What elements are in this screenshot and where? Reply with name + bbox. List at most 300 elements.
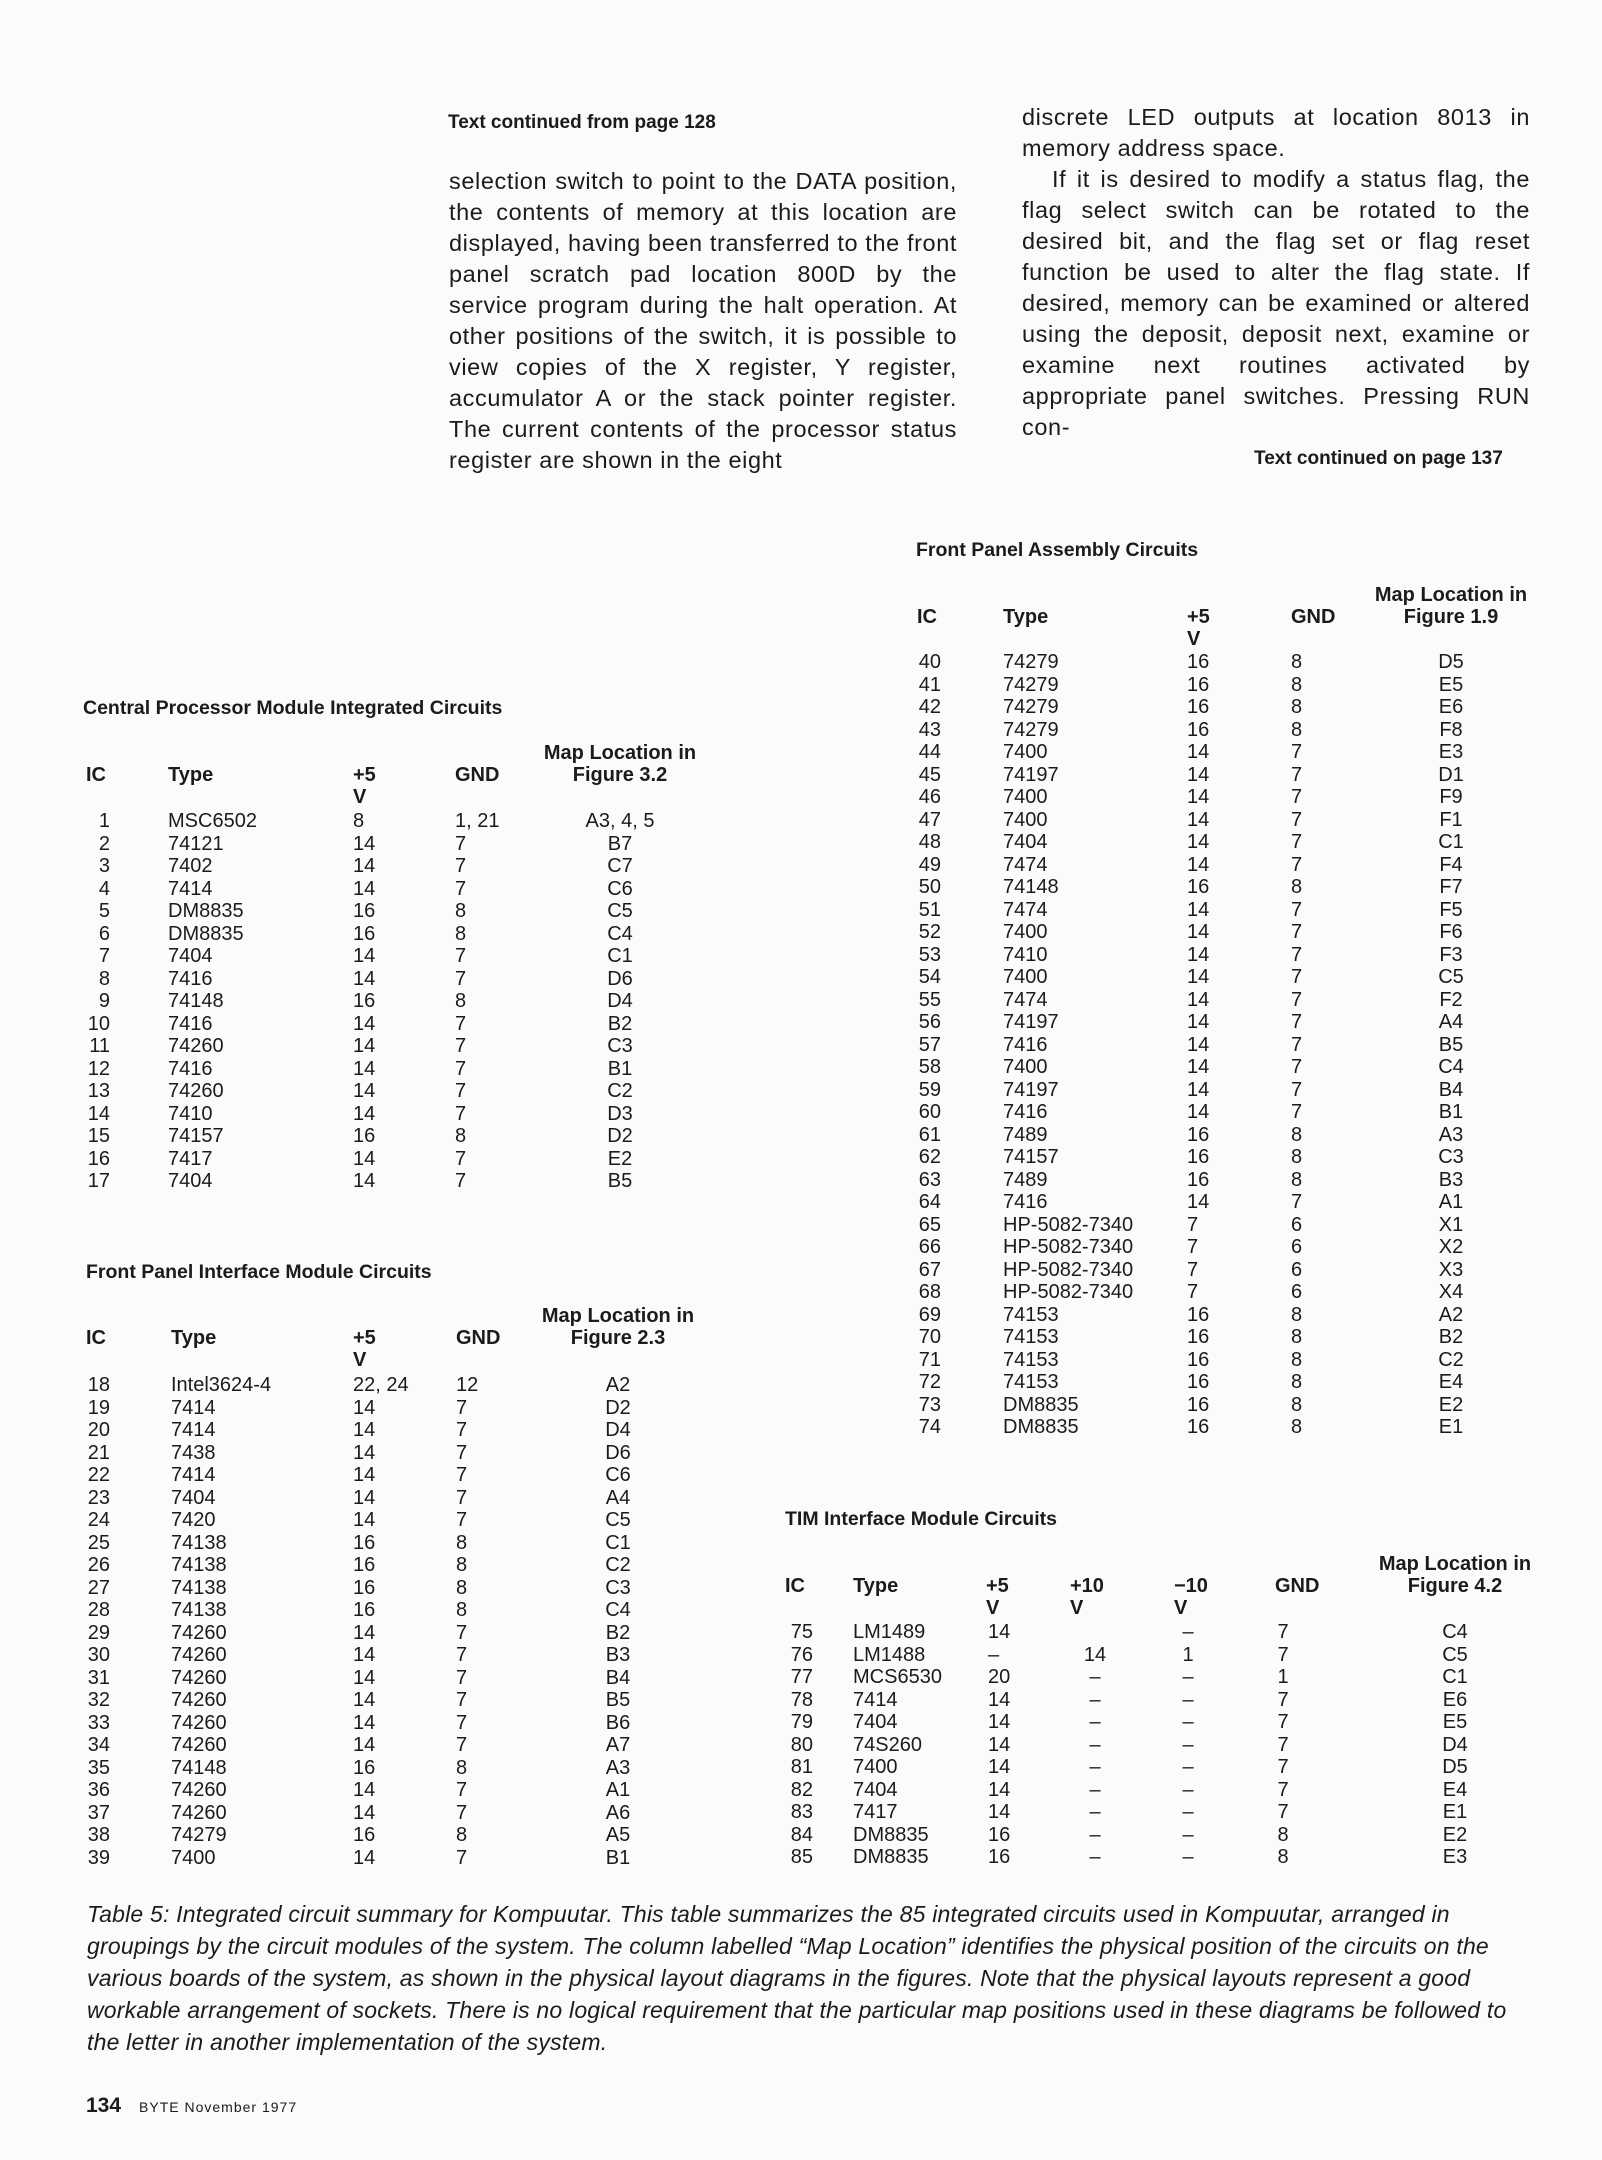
cell-gnd: 8 xyxy=(456,1824,468,1846)
cell-v5: 14 xyxy=(353,1486,376,1509)
cell-gnd: 8 xyxy=(1291,1168,1303,1191)
cell-type: 74279 xyxy=(1003,651,1059,673)
cell-type: MCS6530 xyxy=(853,1666,942,1688)
cell-v5: 14 xyxy=(353,1621,376,1644)
cell-ic: 53 xyxy=(918,943,941,966)
cell-v5: 14 xyxy=(1187,1033,1210,1056)
cell-gnd: 7 xyxy=(1291,966,1303,988)
cell-type: 7400 xyxy=(1003,1056,1048,1078)
col-header-gnd: GND xyxy=(455,764,500,786)
cell-ic: 41 xyxy=(918,673,941,696)
continued-from-note: Text continued from page 128 xyxy=(448,112,716,133)
col-header-map-line2: Figure 3.2 xyxy=(572,764,668,786)
cell-ic: 16 xyxy=(87,1147,110,1170)
cell-map: B4 xyxy=(1438,1078,1464,1101)
cell-map: C5 xyxy=(605,1509,631,1531)
cell-gnd: 8 xyxy=(456,1576,468,1599)
cell-ic: 64 xyxy=(918,1191,941,1213)
magazine-issue: BYTE November 1977 xyxy=(139,2099,298,2115)
cell-map: B2 xyxy=(1438,1326,1464,1348)
cell-ic: 70 xyxy=(918,1326,941,1348)
cell-v5: 14 xyxy=(1187,808,1210,831)
col-header-map-line1: Map Location in xyxy=(1378,1553,1532,1575)
cell-ic: 58 xyxy=(918,1056,941,1078)
cell-v5: 14 xyxy=(1187,786,1210,808)
cell-v5: 14 xyxy=(1187,1191,1210,1213)
cell-v5: 14 xyxy=(353,1801,376,1824)
cell-gnd: 7 xyxy=(456,1464,468,1486)
cell-gnd: 7 xyxy=(455,1080,467,1102)
cell-v5: 16 xyxy=(988,1846,1011,1868)
cell-v5: 14 xyxy=(988,1801,1011,1823)
cell-gnd: 7 xyxy=(455,877,467,900)
cell-type: 7404 xyxy=(1003,831,1048,853)
cell-map: F8 xyxy=(1439,718,1463,741)
cell-ic: 42 xyxy=(918,696,941,718)
cell-gnd: 7 xyxy=(1291,988,1303,1011)
cell-ic: 48 xyxy=(918,831,941,853)
cell-ic: 12 xyxy=(87,1057,110,1080)
cell-map: C1 xyxy=(607,945,633,967)
cell-map: A3 xyxy=(1438,1123,1464,1146)
cell-map: E2 xyxy=(1438,1393,1464,1416)
cell-map: D4 xyxy=(1442,1733,1468,1756)
cell-v5: 14 xyxy=(1187,966,1210,988)
cell-v5: 14 xyxy=(988,1778,1011,1801)
cell-map: C6 xyxy=(607,877,633,900)
cell-type: 7404 xyxy=(168,945,213,967)
cell-ic: 43 xyxy=(918,718,941,741)
cell-ic: 21 xyxy=(87,1441,110,1464)
cell-type: 7404 xyxy=(853,1778,898,1801)
cell-type: Intel3624-4 xyxy=(171,1374,272,1396)
left-paragraph: selection switch to point to the DATA position, the contents of memory at this location are displayed, having been transferred to the front panel scratch pad location 800D by the service program during the halt operation. At other positions of the switch, it is possible to view copies of the X register, Y register, accumulator A or the stack pointer register. The current contents of the processor status register are shown in the eight xyxy=(449,168,957,473)
cell-type: 74260 xyxy=(171,1734,227,1756)
cell-v5: 20 xyxy=(988,1666,1011,1688)
cell-gnd: 6 xyxy=(1291,1213,1303,1236)
cell-ic: 60 xyxy=(918,1101,941,1123)
cell-gnd: 8 xyxy=(456,1554,468,1576)
cell-gnd: 7 xyxy=(1291,943,1303,966)
cell-map: D1 xyxy=(1438,763,1464,786)
cell-gnd: 7 xyxy=(1277,1621,1289,1643)
cell-ic: 22 xyxy=(87,1464,110,1486)
cell-v5: 16 xyxy=(1187,876,1210,898)
cell-map: E2 xyxy=(1442,1823,1468,1846)
cell-type: 7400 xyxy=(1003,786,1048,808)
cell-v5: 14 xyxy=(1187,853,1210,876)
cell-ic: 59 xyxy=(918,1078,941,1101)
cell-ic: 5 xyxy=(98,900,110,922)
cell-v5: 16 xyxy=(1187,1168,1210,1191)
cell-vm10: – xyxy=(1182,1711,1194,1733)
cell-type: 7400 xyxy=(1003,921,1048,943)
cell-map: F5 xyxy=(1439,898,1463,921)
cell-v5: 14 xyxy=(1187,741,1210,763)
cell-gnd: 7 xyxy=(455,1035,467,1057)
cell-gnd: 8 xyxy=(456,1756,468,1779)
col-header-v10: +10 V xyxy=(1070,1575,1104,1619)
cell-ic: 81 xyxy=(790,1756,813,1778)
cell-type: MSC6502 xyxy=(168,810,257,832)
cell-map: D3 xyxy=(607,1102,633,1125)
cell-map: D5 xyxy=(1442,1756,1468,1778)
cell-vm10: – xyxy=(1182,1801,1194,1823)
cell-gnd: 7 xyxy=(455,1147,467,1170)
cell-v5: 16 xyxy=(353,1576,376,1599)
cell-type: 7474 xyxy=(1003,853,1048,876)
cell-ic: 68 xyxy=(918,1281,941,1303)
cell-type: 7414 xyxy=(168,877,213,900)
cell-map: D6 xyxy=(605,1441,631,1464)
cell-v10: – xyxy=(1089,1846,1101,1868)
cell-gnd: 8 xyxy=(1291,1371,1303,1393)
cell-ic: 79 xyxy=(790,1711,813,1733)
cell-ic: 62 xyxy=(918,1146,941,1168)
cell-gnd: 6 xyxy=(1291,1236,1303,1258)
cell-ic: 52 xyxy=(918,921,941,943)
cell-v5: 14 xyxy=(353,967,376,990)
cell-ic: 82 xyxy=(790,1778,813,1801)
cell-type: 7400 xyxy=(853,1756,898,1778)
cell-type: LM1488 xyxy=(853,1643,926,1666)
cell-type: 7489 xyxy=(1003,1123,1048,1146)
cell-map: C4 xyxy=(1438,1056,1464,1078)
cell-v5: 14 xyxy=(353,1644,376,1666)
cell-v5: – xyxy=(988,1643,1000,1666)
cell-ic: 45 xyxy=(918,763,941,786)
cell-ic: 50 xyxy=(918,876,941,898)
cell-gnd: 7 xyxy=(1291,853,1303,876)
cell-gnd: 7 xyxy=(1277,1688,1289,1711)
cell-map: A4 xyxy=(1438,1011,1464,1033)
cell-map: E3 xyxy=(1438,741,1464,763)
col-header-type: Type xyxy=(168,764,214,786)
cell-v5: 14 xyxy=(353,1509,376,1531)
cell-ic: 61 xyxy=(918,1123,941,1146)
cell-gnd: 8 xyxy=(1291,876,1303,898)
cell-gnd: 7 xyxy=(456,1689,468,1711)
cell-type: 74157 xyxy=(168,1125,224,1147)
cell-v5: 16 xyxy=(1187,1371,1210,1393)
cell-type: 74260 xyxy=(171,1644,227,1666)
cell-type: 74197 xyxy=(1003,1011,1059,1033)
cell-type: 7400 xyxy=(1003,808,1048,831)
cell-gnd: 7 xyxy=(1291,1078,1303,1101)
cell-v10: – xyxy=(1089,1756,1101,1778)
cell-type: 7416 xyxy=(1003,1101,1048,1123)
cell-map: X1 xyxy=(1438,1213,1464,1236)
cell-type: 7414 xyxy=(171,1464,216,1486)
cell-map: X2 xyxy=(1438,1236,1464,1258)
cell-map: B2 xyxy=(605,1621,631,1644)
cell-type: 7400 xyxy=(1003,966,1048,988)
col-header-ic: IC xyxy=(86,1327,106,1349)
cell-map: B7 xyxy=(607,832,633,855)
cell-gnd: 7 xyxy=(456,1396,468,1419)
cell-vm10: – xyxy=(1182,1621,1194,1643)
cell-ic: 35 xyxy=(87,1756,110,1779)
cell-gnd: 7 xyxy=(455,1012,467,1035)
cell-gnd: 8 xyxy=(1291,1393,1303,1416)
cell-ic: 36 xyxy=(87,1779,110,1801)
cell-gnd: 8 xyxy=(1291,651,1303,673)
cell-v5: 14 xyxy=(353,855,376,877)
cell-gnd: 7 xyxy=(1277,1733,1289,1756)
cell-gnd: 8 xyxy=(1291,718,1303,741)
cell-ic: 56 xyxy=(918,1011,941,1033)
cell-vm10: – xyxy=(1182,1778,1194,1801)
cell-ic: 32 xyxy=(87,1689,110,1711)
cell-map: C2 xyxy=(607,1080,633,1102)
cell-type: 74279 xyxy=(171,1824,227,1846)
cell-v5: 14 xyxy=(1187,898,1210,921)
cell-map: C1 xyxy=(605,1531,631,1554)
cell-map: C5 xyxy=(607,900,633,922)
cell-ic: 13 xyxy=(87,1080,110,1102)
cell-ic: 66 xyxy=(918,1236,941,1258)
cell-map: E5 xyxy=(1438,673,1464,696)
cell-v5: 14 xyxy=(353,1779,376,1801)
cell-map: C6 xyxy=(605,1464,631,1486)
cell-type: HP-5082-7340 xyxy=(1003,1213,1134,1236)
col-header-map-line1: Map Location in xyxy=(541,1305,695,1327)
cell-gnd: 8 xyxy=(455,900,467,922)
cell-ic: 10 xyxy=(87,1012,110,1035)
cell-gnd: 12 xyxy=(456,1374,479,1396)
cell-map: F7 xyxy=(1439,876,1463,898)
cell-map: C1 xyxy=(1442,1666,1468,1688)
cell-vm10: – xyxy=(1182,1733,1194,1756)
cell-ic: 51 xyxy=(918,898,941,921)
cell-ic: 1 xyxy=(98,810,110,832)
cell-vm10: – xyxy=(1182,1756,1194,1778)
cell-type: DM8835 xyxy=(1003,1416,1079,1438)
cell-ic: 49 xyxy=(918,853,941,876)
cell-ic: 72 xyxy=(918,1371,941,1393)
cell-v5: 14 xyxy=(353,1170,376,1192)
cell-gnd: 7 xyxy=(1291,921,1303,943)
cell-v5: 14 xyxy=(988,1621,1011,1643)
col-header-type: Type xyxy=(1003,606,1049,628)
cell-type: HP-5082-7340 xyxy=(1003,1258,1134,1281)
cell-type: 74260 xyxy=(171,1779,227,1801)
cell-map: E1 xyxy=(1442,1801,1468,1823)
cell-map: B2 xyxy=(607,1012,633,1035)
cell-ic: 8 xyxy=(98,967,110,990)
cell-gnd: 7 xyxy=(456,1644,468,1666)
cell-map: A2 xyxy=(1438,1303,1464,1326)
cell-v5: 7 xyxy=(1187,1281,1199,1303)
cell-map: D5 xyxy=(1438,651,1464,673)
cell-type: 7416 xyxy=(1003,1191,1048,1213)
table-caption: Table 5: Integrated circuit summary for Kompuutar. This table summarizes the 85 integrated circuits used in Kompuutar, arranged in groupings by the circuit modules of the system. The column labelled “Map Location” identifies the physical position of the circuits on the various boards of the system, as shown in the physical layout diagrams in the figures. Note that the physical layouts represent a good workable arrangement of sockets. There is no logical requirement that the particular map positions used in these diagrams be followed to the letter in another implementation of the system. xyxy=(87,1901,1507,2055)
cell-map: X3 xyxy=(1438,1258,1464,1281)
cell-v5: 16 xyxy=(353,1531,376,1554)
cell-gnd: 6 xyxy=(1291,1281,1303,1303)
cell-ic: 47 xyxy=(918,808,941,831)
cell-v5: 14 xyxy=(353,1396,376,1419)
cell-v5: 16 xyxy=(353,1554,376,1576)
cell-ic: 75 xyxy=(790,1621,813,1643)
cell-type: 74260 xyxy=(171,1689,227,1711)
cell-v5: 14 xyxy=(1187,988,1210,1011)
cell-map: A1 xyxy=(1438,1191,1464,1213)
cell-v5: 16 xyxy=(988,1823,1011,1846)
cell-gnd: 7 xyxy=(1291,1191,1303,1213)
cell-gnd: 7 xyxy=(1291,808,1303,831)
cell-ic: 19 xyxy=(87,1396,110,1419)
cell-map: C5 xyxy=(1442,1643,1468,1666)
cell-v5: 16 xyxy=(1187,1146,1210,1168)
cell-map: B1 xyxy=(605,1846,631,1869)
cell-ic: 34 xyxy=(87,1734,110,1756)
cell-type: DM8835 xyxy=(853,1823,929,1846)
cell-ic: 6 xyxy=(98,922,110,945)
cell-type: 74260 xyxy=(171,1621,227,1644)
cell-gnd: 7 xyxy=(455,1057,467,1080)
cell-v5: 16 xyxy=(353,1756,376,1779)
cell-v5: 14 xyxy=(353,1080,376,1102)
cell-gnd: 8 xyxy=(1291,1348,1303,1371)
cell-vm10: – xyxy=(1182,1823,1194,1846)
cell-v5: 22, 24 xyxy=(353,1374,409,1396)
cell-map: X4 xyxy=(1438,1281,1464,1303)
cell-map: E1 xyxy=(1438,1416,1464,1438)
cell-gnd: 8 xyxy=(1291,1326,1303,1348)
right-paragraph-2: If it is desired to modify a status flag, the flag select switch can be rotated to the desired bit, and the flag set or flag reset function be used to alter the flag state. If desired, memory can be examined or altered using the deposit, deposit next, examine or examine next routines activated by appropriate panel switches. Pressing RUN con- xyxy=(1022,166,1530,440)
cell-v5: 14 xyxy=(988,1711,1011,1733)
cell-map: B1 xyxy=(1438,1101,1464,1123)
cell-gnd: 7 xyxy=(456,1779,468,1801)
cell-ic: 77 xyxy=(790,1666,813,1688)
cell-map: D2 xyxy=(607,1125,633,1147)
cell-gnd: 7 xyxy=(456,1846,468,1869)
cpu-table-title: Central Processor Module Integrated Circuits xyxy=(83,697,503,719)
cell-map: E4 xyxy=(1442,1778,1468,1801)
cell-ic: 74 xyxy=(918,1416,941,1438)
cell-map: C4 xyxy=(605,1599,631,1621)
cell-gnd: 8 xyxy=(455,1125,467,1147)
col-header-ic: IC xyxy=(917,606,937,628)
cell-type: 7404 xyxy=(171,1486,216,1509)
cell-map: C2 xyxy=(605,1554,631,1576)
cell-v5: 14 xyxy=(1187,1101,1210,1123)
cell-v5: 14 xyxy=(1187,1011,1210,1033)
cell-type: 7402 xyxy=(168,855,213,877)
cell-vm10: – xyxy=(1182,1846,1194,1868)
cell-v10: – xyxy=(1089,1733,1101,1756)
cell-map: D4 xyxy=(607,990,633,1012)
cell-map: E6 xyxy=(1442,1688,1468,1711)
cell-map: D2 xyxy=(605,1396,631,1419)
cell-type: 7416 xyxy=(168,1012,213,1035)
cell-gnd: 7 xyxy=(1277,1778,1289,1801)
cell-gnd: 7 xyxy=(1291,786,1303,808)
cell-type: 74279 xyxy=(1003,673,1059,696)
cell-map: B1 xyxy=(607,1057,633,1080)
cell-gnd: 7 xyxy=(456,1419,468,1441)
cell-v5: 14 xyxy=(353,1102,376,1125)
cell-type: 7414 xyxy=(171,1419,216,1441)
cell-ic: 63 xyxy=(918,1168,941,1191)
cell-type: 7416 xyxy=(168,1057,213,1080)
cell-v5: 14 xyxy=(353,1012,376,1035)
cell-ic: 28 xyxy=(87,1599,110,1621)
cell-gnd: 7 xyxy=(456,1666,468,1689)
page-number: 134 xyxy=(86,2094,122,2117)
cell-ic: 15 xyxy=(87,1125,110,1147)
cell-map: B5 xyxy=(607,1170,633,1192)
cell-ic: 44 xyxy=(918,741,941,763)
cell-v5: 16 xyxy=(1187,1303,1210,1326)
cell-gnd: 8 xyxy=(1291,673,1303,696)
cell-type: 7416 xyxy=(1003,1033,1048,1056)
cell-type: 74148 xyxy=(1003,876,1059,898)
col-header-map-line2: Figure 4.2 xyxy=(1407,1575,1503,1597)
continued-on-note: Text continued on page 137 xyxy=(1254,448,1503,469)
cell-map: F1 xyxy=(1439,808,1463,831)
cell-gnd: 8 xyxy=(456,1599,468,1621)
cell-ic: 57 xyxy=(918,1033,941,1056)
cell-type: 74153 xyxy=(1003,1348,1059,1371)
cell-v5: 14 xyxy=(353,1666,376,1689)
cell-gnd: 8 xyxy=(1291,1303,1303,1326)
cell-ic: 33 xyxy=(87,1711,110,1734)
cell-type: 7417 xyxy=(853,1801,898,1823)
cell-type: 74138 xyxy=(171,1599,227,1621)
fpa-table-title: Front Panel Assembly Circuits xyxy=(916,539,1199,561)
cell-gnd: 7 xyxy=(456,1734,468,1756)
cell-map: B5 xyxy=(605,1689,631,1711)
cell-gnd: 7 xyxy=(456,1441,468,1464)
cell-ic: 29 xyxy=(87,1621,110,1644)
cell-map: A5 xyxy=(605,1824,631,1846)
cell-map: B4 xyxy=(605,1666,631,1689)
tim-table-title: TIM Interface Module Circuits xyxy=(785,1508,1057,1530)
cell-ic: 83 xyxy=(790,1801,813,1823)
cell-map: E4 xyxy=(1438,1371,1464,1393)
cell-v5: 16 xyxy=(1187,718,1210,741)
cell-v5: 16 xyxy=(1187,1326,1210,1348)
cell-gnd: 6 xyxy=(1291,1258,1303,1281)
col-header-v5: +5 V xyxy=(1187,606,1210,650)
cell-gnd: 7 xyxy=(1291,1033,1303,1056)
cell-ic: 2 xyxy=(98,832,110,855)
cell-v5: 16 xyxy=(1187,696,1210,718)
cell-type: 74S260 xyxy=(853,1733,922,1756)
cell-type: 74153 xyxy=(1003,1303,1059,1326)
cell-ic: 76 xyxy=(790,1643,813,1666)
col-header-vm10: −10 V xyxy=(1174,1575,1208,1619)
cell-map: B6 xyxy=(605,1711,631,1734)
cell-ic: 40 xyxy=(918,651,941,673)
cell-ic: 17 xyxy=(87,1170,110,1192)
cell-map: F9 xyxy=(1439,786,1463,808)
cell-map: A1 xyxy=(605,1779,631,1801)
cell-type: 7414 xyxy=(853,1688,898,1711)
cell-gnd: 7 xyxy=(1277,1801,1289,1823)
cell-ic: 80 xyxy=(790,1733,813,1756)
cell-vm10: 1 xyxy=(1182,1643,1194,1666)
col-header-map-line1: Map Location in xyxy=(1374,584,1528,606)
cell-ic: 69 xyxy=(918,1303,941,1326)
cell-v5: 16 xyxy=(353,1599,376,1621)
cell-vm10: – xyxy=(1182,1688,1194,1711)
cell-type: DM8835 xyxy=(168,922,244,945)
cell-ic: 3 xyxy=(98,855,110,877)
col-header-map-line2: Figure 1.9 xyxy=(1403,606,1499,628)
